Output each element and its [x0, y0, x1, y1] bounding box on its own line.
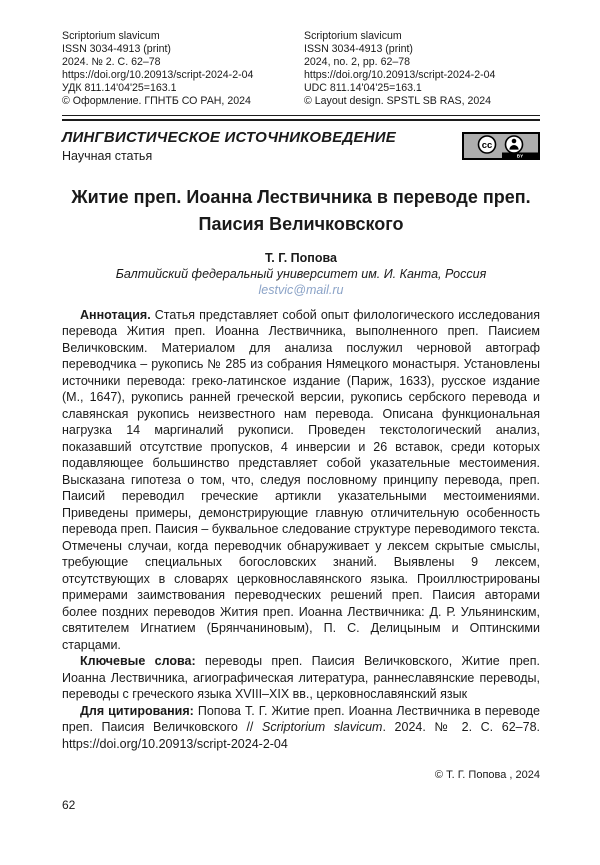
- journal-header-russian: [62, 30, 302, 108]
- udc-en: UDC 811.14'04'25=163.1: [304, 82, 422, 94]
- article-title: Житие преп. Иоанна Лествичника в переводе преп. Паисия Величковского: [71, 186, 531, 234]
- section-title: ЛИНГВИСТИЧЕСКОЕ ИСТОЧНИКОВЕДЕНИЕ: [62, 128, 396, 146]
- citation-text-prefix: Попова Т. Г. Житие преп. Иоанна Лествичника в переводе преп. Паисия Величковского //: [62, 703, 540, 735]
- citation-paragraph: [62, 703, 540, 753]
- design-copyright-ru: © Оформление. ГПНТБ СО РАН, 2024: [62, 95, 251, 107]
- keywords-label: Ключевые слова:: [80, 654, 196, 669]
- citation-journal-name: Scriptorium slavicum: [262, 720, 383, 735]
- issue-info-en: 2024, no. 2, pp. 62–78: [304, 56, 411, 68]
- section-block: [62, 129, 396, 163]
- article-front-matter: [62, 307, 540, 753]
- abstract-paragraph: [62, 307, 540, 654]
- udk-ru: УДК 811.14'04'25=163.1: [62, 82, 177, 94]
- issn-en: ISSN 3034-4913 (print): [304, 43, 413, 55]
- keywords-text: переводы преп. Паисия Величковского, Житие преп. Иоанна Лествичника, агиографическая литература, раннеславянские переводы, переводы с греческого языка XVIII–XIX вв., церковнославянский язык: [62, 654, 540, 702]
- abstract-text: Статья представляет собой опыт филологического исследования перевода Жития преп. Иоанна Лествичника, выполненного преп. Паисием Величковским. Материалом для анализа послужил черновой автограф переводчика – рукопись № 285 из собрания Нямецкого монастыря. Установлены источники перевода: греко-латинское издание (Париж, 1633), русское издание (М., 1647), рукопись ранней греческой версии, рукопись сербского перевода и славянская рукопись неизвестного нам перевода. Описана функциональная нагрузка 14 маргиналий рукописи. Проведен текстологический анализ, показавший отсутствие пропусков, 4 инверсии и 26 вставок, среди которых подавляющее большинство представляет собой указательные местоимения. Высказана гипотеза о том, что, следуя пословному принципу перевода, преп. Паисий переводил греческие артикли указательными местоимениями. Приведены примеры, демонстрирующие главную отличительную особенность перевода преп. Паисия – буквальное следование структуре переводимого текста. Отмечены случаи, когда переводчик обнаруживает у лексем скрытые смыслы, требующие специальных богословских знаний. Выявлены 9 лексем, отсутствующих в словарях церковнославянского языка. Проиллюстрированы примерами заимствования переводческих решений преп. Паисия авторами более поздних переводов Жития преп. Иоанна Лествичника: Д. Р. Ульянинским, святителем Игнатием (Брянчаниновым), П. С. Делицыным и Оптинскими старцами.: [62, 307, 540, 652]
- person-icon: [506, 136, 523, 153]
- svg-text:cc: cc: [481, 139, 493, 151]
- svg-text:BY: BY: [516, 152, 524, 158]
- journal-name-ru: Scriptorium slavicum: [62, 30, 160, 42]
- author-name: Т. Г. Попова: [265, 250, 337, 265]
- copyright-notice: © Т. Г. Попова , 2024: [434, 769, 540, 781]
- citation-text-suffix: . 2024. № 2. С. 62–78. https://doi.org/10.20913/script-2024-2-04: [62, 720, 540, 751]
- author-email-link[interactable]: lestvic@mail.ru: [258, 282, 344, 297]
- by-bar: [502, 152, 538, 158]
- doi-en: https://doi.org/10.20913/script-2024-2-04: [304, 69, 496, 81]
- cc-icon: [479, 136, 496, 153]
- abstract-label: Аннотация.: [80, 307, 151, 322]
- author-email-line: [62, 283, 540, 297]
- section-row: [62, 129, 540, 163]
- keywords-paragraph: [62, 653, 540, 703]
- journal-header: [62, 30, 540, 108]
- journal-header-english: [304, 30, 540, 108]
- design-copyright-en: © Layout design. SPSTL SB RAS, 2024: [304, 95, 492, 107]
- journal-name-en: Scriptorium slavicum: [304, 30, 402, 42]
- citation-label: Для цитирования:: [80, 703, 194, 718]
- header-separator: [62, 115, 540, 121]
- cc-by-badge-icon: [462, 132, 540, 160]
- doi-ru: https://doi.org/10.20913/script-2024-2-04: [62, 69, 254, 81]
- page-number: 62: [62, 798, 76, 812]
- cc-by-badge[interactable]: [462, 132, 540, 160]
- issn-ru: ISSN 3034-4913 (print): [62, 43, 171, 55]
- author-affiliation: Балтийский федеральный университет им. И. Канта, Россия: [115, 266, 487, 281]
- issue-info-ru: 2024. № 2. С. 62–78: [62, 56, 161, 68]
- article-type-label: Научная статья: [62, 148, 153, 163]
